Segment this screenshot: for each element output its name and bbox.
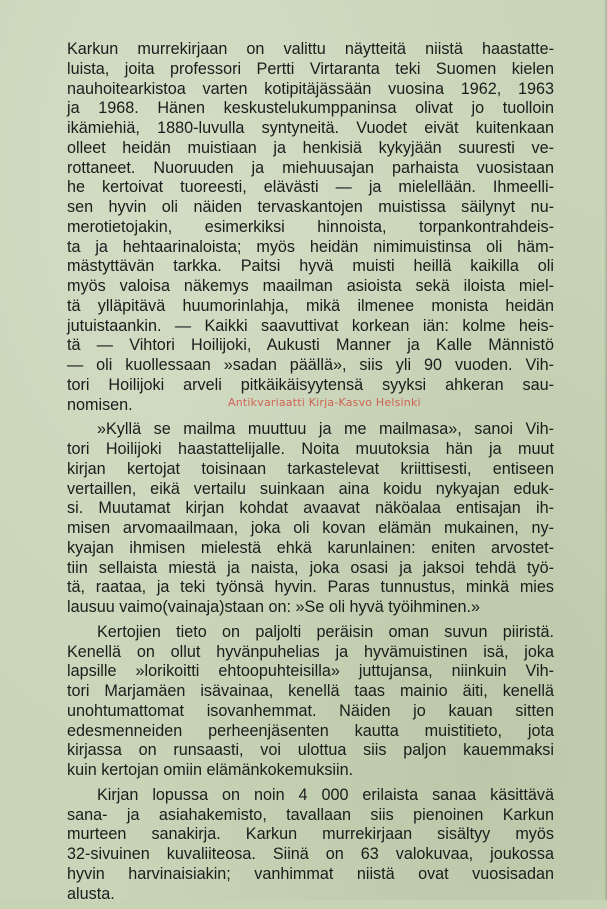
text-line: murteen sanakirja. Karkun murrekirjaan sisältyy myös bbox=[67, 825, 554, 844]
text-line: Kenellä on ollut hyvänpuhelias ja hyvämuistinen isä, joka bbox=[67, 642, 554, 661]
text-line: edesmenneiden perheenjäsenten kautta muistitieto, jota bbox=[67, 721, 554, 740]
text-line: nomisen. bbox=[67, 395, 133, 414]
text-line: vertaillen, eikä vertailu suinkaan aina koidu nykyajan eduk- bbox=[67, 479, 554, 498]
text-line: sen hyvin oli näiden tervaskantojen muistissa säilynyt nu- bbox=[67, 198, 554, 216]
text-line: alusta. bbox=[67, 884, 115, 903]
text-line: Karkun murrekirjaan on valittu näytteitä niistä haastatte- bbox=[67, 40, 554, 58]
text-line: myös valoisa näkemys maailman asioista sekä iloista miel- bbox=[67, 277, 554, 295]
text-line: tori Hoilijoki arveli pitkäikäisyytensä syyksi ahkeran sau- bbox=[67, 375, 554, 394]
text-line: merotietojakin, esimerkiksi hinnoista, torpankontrahdeis- bbox=[67, 217, 554, 236]
text-line: tä, raataa, ja teki työnsä hyvin. Paras tunnustus, minkä mies bbox=[67, 578, 554, 597]
paragraph-3 bbox=[67, 623, 554, 781]
text-line: ikämiehiä, 1880-luvulla syntyneitä. Vuodet eivät kuitenkaan bbox=[67, 119, 554, 137]
text-line: kuin kertojan omiin elämänkokemuksiin. bbox=[67, 761, 354, 779]
text-line: kirjan kertojat toisinaan tarkastelevat kriittisesti, entiseen bbox=[67, 459, 554, 478]
text-line: tiin sellaista miestä ja naista, joka osasi ja jaksoi tehdä työ- bbox=[67, 558, 554, 577]
paragraph-1 bbox=[67, 40, 554, 415]
text-line: tori Marjamäen isävainaa, kenellä taas mainio äiti, kenellä bbox=[67, 682, 554, 700]
text-line: Kertojien tieto on paljolti peräisin oman suvun piiristä. bbox=[97, 622, 554, 641]
watermark-text: Antikvariaatti Kirja-Kasvo Helsinki bbox=[228, 396, 421, 409]
text-line: si. Muutamat kirjan kohdat avaavat näköalaa entisajan ih- bbox=[67, 499, 554, 518]
text-line: he kertoivat tuoreesti, elävästi — ja mielellään. Ihmeelli- bbox=[67, 178, 554, 197]
paragraph-2 bbox=[67, 420, 554, 618]
paragraph-4 bbox=[67, 786, 554, 905]
text-line: Kirjan lopussa on noin 4 000 erilaista sanaa käsittävä bbox=[97, 785, 554, 804]
text-line: nauhoitearkistoa varten kotipitäjässään vuosina 1962, 1963 bbox=[67, 79, 554, 98]
text-line: tori Hoilijoki haastattelijalle. Noita muutoksia hän ja muut bbox=[67, 440, 554, 458]
text-line: jutuistaankin. — Kaikki saavuttivat korkean iän: kolme heis- bbox=[67, 316, 554, 335]
text-line: lausuu vaimo(vainaja)staan on: »Se oli hyvä työihminen.» bbox=[67, 598, 481, 616]
text-line: ja 1968. Hänen keskustelukumppaninsa olivat jo tuolloin bbox=[67, 99, 554, 118]
text-line: »Kyllä se mailma muuttuu ja me mailmasa», sanoi Vih- bbox=[97, 420, 554, 439]
text-line: rottaneet. Nuoruuden ja miehuusajan parhaista vuosistaan bbox=[67, 158, 554, 177]
text-line: olleet heidän muistiaan ja henkisiä kykyjään suuresti ve- bbox=[67, 138, 554, 157]
text-line: 32-sivuinen kuvaliiteosa. Siinä on 63 valokuvaa, joukossa bbox=[67, 845, 554, 863]
text-line: tä — Vihtori Hoilijoki, Aukusti Manner ja Kalle Männistö bbox=[67, 336, 554, 355]
text-line: lapsille »lorikoitti ehtoopuhteisilla» juttujansa, niinkuin Vih- bbox=[67, 662, 554, 681]
text-line: kirjassa on runsaasti, voi ulottua siis paljon kauemmaksi bbox=[67, 741, 554, 760]
text-line: misen arvomaailmaan, joka oli kovan elämän mukainen, ny- bbox=[67, 519, 554, 537]
text-line: — oli kuollessaan »sadan päällä», siis yli 90 vuoden. Vih- bbox=[67, 356, 554, 374]
text-line: tä ylläpitävä huumorinlahja, mikä ilmenee monista heidän bbox=[67, 296, 554, 315]
text-line: hyvin harvinaisiakin; vanhimmat niistä ovat vuosisadan bbox=[67, 864, 554, 883]
text-line: kyajan ihmisen mielestä ehkä karunlainen: eniten arvostet- bbox=[67, 538, 554, 557]
blurb-text bbox=[67, 40, 554, 909]
text-line: unohtumattomat isovanhemmat. Näiden jo kauan sitten bbox=[67, 701, 554, 720]
text-line: luista, joita professori Pertti Virtaranta teki Suomen kielen bbox=[67, 59, 554, 78]
text-line: ta ja hehtaarinaloista; myös heidän nimimuistinsa oli häm- bbox=[67, 237, 554, 256]
text-line: mästyttävän tarkka. Paitsi hyvä muisti heillä kaikilla oli bbox=[67, 257, 554, 276]
text-line: sana- ja asiahakemisto, tavallaan siis pienoinen Karkun bbox=[67, 805, 554, 824]
